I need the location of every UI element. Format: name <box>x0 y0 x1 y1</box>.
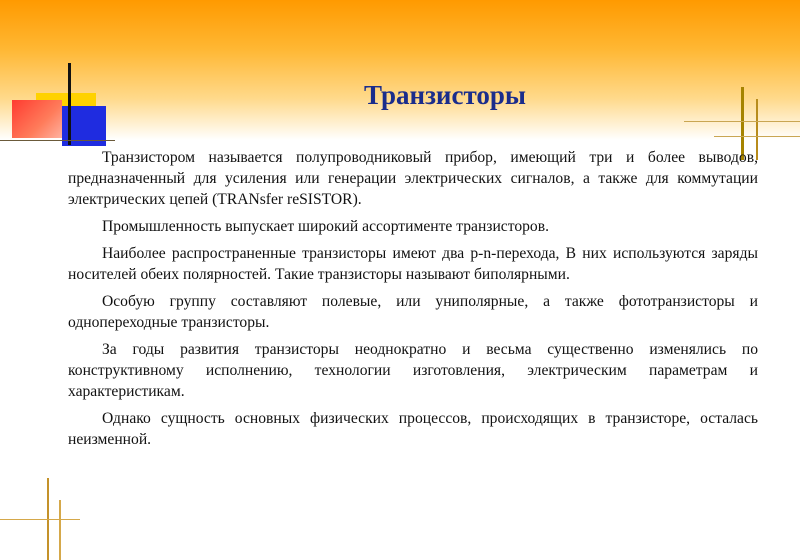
decor-horizontal-line-right <box>684 121 800 122</box>
decor-vertical-line-bottom-2 <box>59 500 61 560</box>
paragraph-essence: Однако сущность основных физических процессов, происходящих в транзисторе, осталась неизменной. <box>68 410 758 448</box>
header-gradient <box>0 0 800 140</box>
decor-horizontal-line-right-2 <box>714 136 800 137</box>
paragraph-assortment: Промышленность выпускает широкий ассортименте транзисторов. <box>102 218 549 235</box>
paragraph-development: За годы развития транзисторы неоднократно и весьма существенно изменялись по конструктивному исполнению, технологии изготовления, электрическим параметрам и характеристикам. <box>68 341 758 400</box>
paragraph-definition: Транзистором называется полупроводниковый прибор, имеющий три и более выводов, предназначенный для усиления или генерации электрических сигналов, а также для коммутации электрических цепей (TRANsfer reSISTOR). <box>68 149 758 208</box>
slide-body <box>68 147 758 456</box>
decor-horizontal-line-bottom <box>0 519 80 520</box>
decor-horizontal-line-left <box>0 140 115 141</box>
paragraph-bipolar: Наиболее распространенные транзисторы имеют два p-n-перехода, В них используются заряды носителей обеих полярностей. Такие транзисторы называют биполярными. <box>68 245 758 283</box>
paragraph-field-effect: Особую группу составляют полевые, или униполярные, а также фототранзисторы и однопереходные транзисторы. <box>68 293 758 331</box>
slide-title: Транзисторы <box>364 80 526 110</box>
